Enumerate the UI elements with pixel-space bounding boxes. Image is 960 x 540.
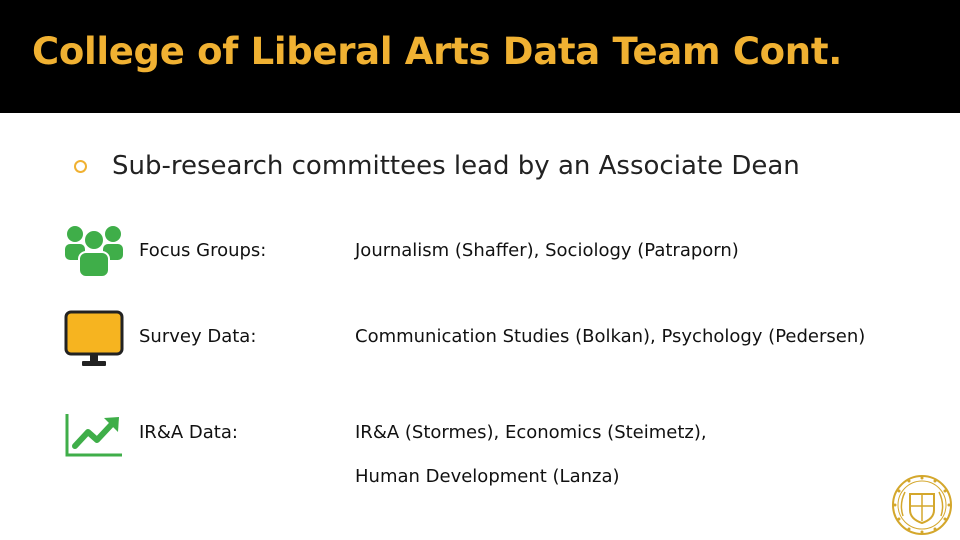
monitor-icon xyxy=(64,310,124,368)
focus-groups-label: Focus Groups: xyxy=(139,240,267,261)
title-bar xyxy=(0,0,960,113)
trend-up-chart-icon xyxy=(64,412,124,458)
focus-groups-value: Journalism (Shaffer), Sociology (Patraporn) xyxy=(355,240,739,261)
ira-data-label: IR&A Data: xyxy=(139,422,238,443)
survey-data-label: Survey Data: xyxy=(139,326,257,347)
survey-data-value: Communication Studies (Bolkan), Psychology (Pedersen) xyxy=(355,326,866,347)
ira-data-value-line2: Human Development (Lanza) xyxy=(355,466,620,487)
ira-data-value: IR&A (Stormes), Economics (Steimetz), xyxy=(355,422,707,443)
bullet-ring-icon xyxy=(74,160,87,173)
slide-title: College of Liberal Arts Data Team Cont. xyxy=(32,30,842,73)
bullet-text: Sub-research committees lead by an Associate Dean xyxy=(112,151,800,181)
university-seal-icon xyxy=(891,474,953,536)
people-group-icon xyxy=(64,224,124,278)
